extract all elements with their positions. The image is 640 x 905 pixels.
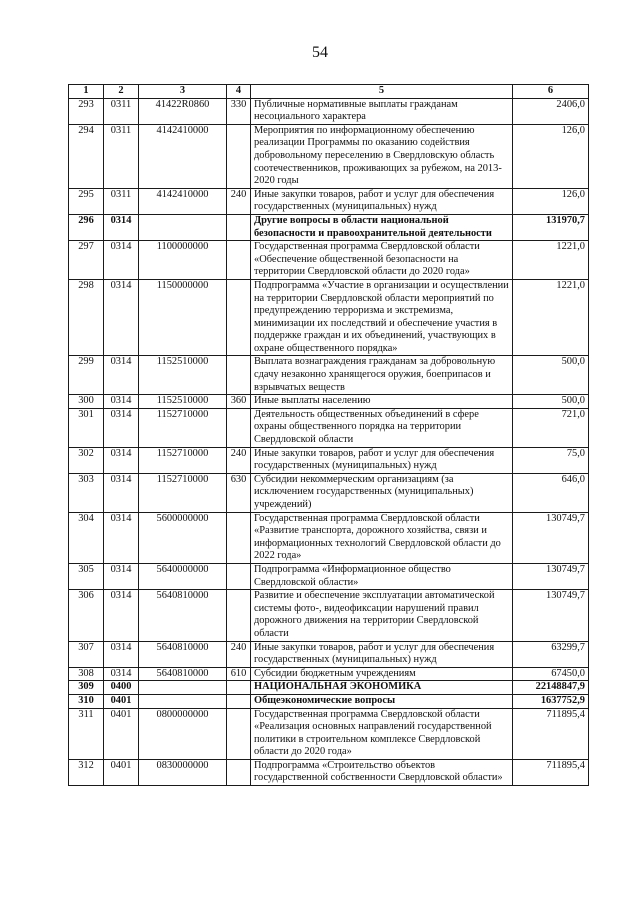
section-code-cell: 0400 [104, 681, 139, 695]
row-number-cell: 312 [69, 759, 104, 785]
amount-cell: 1221,0 [513, 279, 589, 356]
row-number-cell: 296 [69, 214, 104, 240]
target-article-cell: 4142410000 [139, 124, 227, 188]
table-row [69, 708, 589, 759]
description-cell: Подпрограмма «Информационное общество Свердловской области» [251, 563, 513, 589]
target-article-cell: 1152510000 [139, 356, 227, 395]
budget-table [68, 84, 589, 786]
table-row [69, 759, 589, 785]
table-row [69, 563, 589, 589]
expense-type-cell: 240 [227, 188, 251, 214]
description-cell: Субсидии бюджетным учреждениям [251, 667, 513, 681]
expense-type-cell [227, 590, 251, 641]
table-row [69, 279, 589, 356]
target-article-cell: 0800000000 [139, 708, 227, 759]
amount-cell: 1221,0 [513, 241, 589, 280]
description-cell: Другие вопросы в области национальной безопасности и правоохранительной деятельности [251, 214, 513, 240]
expense-type-cell: 630 [227, 473, 251, 512]
target-article-cell: 5640810000 [139, 641, 227, 667]
table-row [69, 124, 589, 188]
table-row [69, 447, 589, 473]
row-number-cell: 302 [69, 447, 104, 473]
expense-type-cell: 240 [227, 447, 251, 473]
description-cell: Подпрограмма «Участие в организации и осуществлении на территории Свердловской области мероприятий по предупреждению терроризма и экстремизма, минимизации их последствий и обеспечение участия в поддержке граждан и их объединений, участвующих в охране общественного порядка» [251, 279, 513, 356]
amount-cell: 721,0 [513, 408, 589, 447]
table-row [69, 356, 589, 395]
description-cell: Иные закупки товаров, работ и услуг для обеспечения государственных (муниципальных) нужд [251, 188, 513, 214]
target-article-cell: 41422R0860 [139, 98, 227, 124]
section-code-cell: 0314 [104, 214, 139, 240]
section-code-cell: 0401 [104, 708, 139, 759]
description-cell: Государственная программа Свердловской области «Реализация основных направлений государственной политики в строительном комплексе Свердловской области до 2020 года» [251, 708, 513, 759]
amount-cell: 500,0 [513, 395, 589, 409]
description-cell: Иные выплаты населению [251, 395, 513, 409]
table-row [69, 641, 589, 667]
column-header: 4 [227, 85, 251, 99]
target-article-cell: 1150000000 [139, 279, 227, 356]
expense-type-cell [227, 241, 251, 280]
section-code-cell: 0314 [104, 279, 139, 356]
amount-cell: 500,0 [513, 356, 589, 395]
target-article-cell: 1100000000 [139, 241, 227, 280]
column-header: 5 [251, 85, 513, 99]
section-code-cell: 0401 [104, 694, 139, 708]
page-number: 54 [312, 44, 328, 61]
expense-type-cell [227, 694, 251, 708]
target-article-cell: 1152710000 [139, 408, 227, 447]
expense-type-cell [227, 356, 251, 395]
section-code-cell: 0314 [104, 667, 139, 681]
table-row [69, 667, 589, 681]
section-code-cell: 0314 [104, 641, 139, 667]
section-code-cell: 0401 [104, 759, 139, 785]
target-article-cell [139, 214, 227, 240]
expense-type-cell [227, 124, 251, 188]
row-number-cell: 311 [69, 708, 104, 759]
amount-cell: 1637752,9 [513, 694, 589, 708]
description-cell: Развитие и обеспечение эксплуатации автоматической системы фото-, видеофиксации нарушений правил дорожного движения на территории Свердловской области [251, 590, 513, 641]
expense-type-cell: 360 [227, 395, 251, 409]
target-article-cell: 1152710000 [139, 447, 227, 473]
row-number-cell: 298 [69, 279, 104, 356]
amount-cell: 2406,0 [513, 98, 589, 124]
row-number-cell: 297 [69, 241, 104, 280]
section-code-cell: 0314 [104, 241, 139, 280]
section-code-cell: 0314 [104, 395, 139, 409]
amount-cell: 67450,0 [513, 667, 589, 681]
target-article-cell: 5600000000 [139, 512, 227, 563]
section-code-cell: 0314 [104, 447, 139, 473]
table-row [69, 98, 589, 124]
amount-cell: 131970,7 [513, 214, 589, 240]
target-article-cell: 0830000000 [139, 759, 227, 785]
table-header-row [69, 85, 589, 99]
row-number-cell: 293 [69, 98, 104, 124]
column-header: 2 [104, 85, 139, 99]
row-number-cell: 301 [69, 408, 104, 447]
expense-type-cell [227, 681, 251, 695]
column-header: 1 [69, 85, 104, 99]
table-row [69, 590, 589, 641]
table-row [69, 512, 589, 563]
expense-type-cell: 330 [227, 98, 251, 124]
description-cell: Публичные нормативные выплаты гражданам несоциального характера [251, 98, 513, 124]
expense-type-cell [227, 563, 251, 589]
table-row [69, 395, 589, 409]
section-code-cell: 0314 [104, 590, 139, 641]
description-cell: Государственная программа Свердловской области «Развитие транспорта, дорожного хозяйства, связи и информационных технологий Свердловской области до 2022 года» [251, 512, 513, 563]
table-row [69, 188, 589, 214]
target-article-cell [139, 681, 227, 695]
row-number-cell: 309 [69, 681, 104, 695]
description-cell: Субсидии некоммерческим организациям (за исключением государственных (муниципальных) учреждений) [251, 473, 513, 512]
section-code-cell: 0314 [104, 473, 139, 512]
section-code-cell: 0311 [104, 124, 139, 188]
expense-type-cell: 240 [227, 641, 251, 667]
amount-cell: 63299,7 [513, 641, 589, 667]
row-number-cell: 303 [69, 473, 104, 512]
row-number-cell: 294 [69, 124, 104, 188]
description-cell: Выплата вознаграждения гражданам за добровольную сдачу незаконно хранящегося оружия, боеприпасов и взрывчатых веществ [251, 356, 513, 395]
amount-cell: 22148847,9 [513, 681, 589, 695]
section-code-cell: 0314 [104, 512, 139, 563]
row-number-cell: 306 [69, 590, 104, 641]
description-cell: НАЦИОНАЛЬНАЯ ЭКОНОМИКА [251, 681, 513, 695]
table-body [69, 98, 589, 785]
row-number-cell: 299 [69, 356, 104, 395]
target-article-cell: 5640810000 [139, 667, 227, 681]
table-row [69, 473, 589, 512]
target-article-cell: 5640810000 [139, 590, 227, 641]
expense-type-cell [227, 759, 251, 785]
row-number-cell: 304 [69, 512, 104, 563]
expense-type-cell [227, 279, 251, 356]
amount-cell: 711895,4 [513, 759, 589, 785]
amount-cell: 646,0 [513, 473, 589, 512]
amount-cell: 126,0 [513, 124, 589, 188]
section-code-cell: 0314 [104, 356, 139, 395]
section-code-cell: 0311 [104, 98, 139, 124]
expense-type-cell [227, 512, 251, 563]
description-cell: Иные закупки товаров, работ и услуг для обеспечения государственных (муниципальных) нужд [251, 447, 513, 473]
target-article-cell: 1152710000 [139, 473, 227, 512]
table-row [69, 408, 589, 447]
table-row [69, 681, 589, 695]
expense-type-cell: 610 [227, 667, 251, 681]
row-number-cell: 310 [69, 694, 104, 708]
description-cell: Деятельность общественных объединений в сфере охраны общественного порядка на территории Свердловской области [251, 408, 513, 447]
row-number-cell: 308 [69, 667, 104, 681]
table-row [69, 694, 589, 708]
row-number-cell: 305 [69, 563, 104, 589]
amount-cell: 126,0 [513, 188, 589, 214]
description-cell: Иные закупки товаров, работ и услуг для обеспечения государственных (муниципальных) нужд [251, 641, 513, 667]
description-cell: Мероприятия по информационному обеспечению реализации Программы по оказанию содействия добровольному переселению в Свердловскую область соотечественников, проживающих за рубежом, на 2013-2020 годы [251, 124, 513, 188]
table-row [69, 214, 589, 240]
expense-type-cell [227, 214, 251, 240]
column-header: 3 [139, 85, 227, 99]
section-code-cell: 0314 [104, 563, 139, 589]
target-article-cell: 4142410000 [139, 188, 227, 214]
section-code-cell: 0314 [104, 408, 139, 447]
row-number-cell: 307 [69, 641, 104, 667]
expense-type-cell [227, 408, 251, 447]
amount-cell: 130749,7 [513, 590, 589, 641]
target-article-cell: 5640000000 [139, 563, 227, 589]
expense-type-cell [227, 708, 251, 759]
amount-cell: 75,0 [513, 447, 589, 473]
column-header: 6 [513, 85, 589, 99]
description-cell: Подпрограмма «Строительство объектов государственной собственности Свердловской области» [251, 759, 513, 785]
description-cell: Государственная программа Свердловской области «Обеспечение общественной безопасности на территории Свердловской области до 2020 года» [251, 241, 513, 280]
amount-cell: 130749,7 [513, 563, 589, 589]
target-article-cell: 1152510000 [139, 395, 227, 409]
section-code-cell: 0311 [104, 188, 139, 214]
amount-cell: 711895,4 [513, 708, 589, 759]
description-cell: Общеэкономические вопросы [251, 694, 513, 708]
amount-cell: 130749,7 [513, 512, 589, 563]
table-row [69, 241, 589, 280]
target-article-cell [139, 694, 227, 708]
row-number-cell: 295 [69, 188, 104, 214]
row-number-cell: 300 [69, 395, 104, 409]
